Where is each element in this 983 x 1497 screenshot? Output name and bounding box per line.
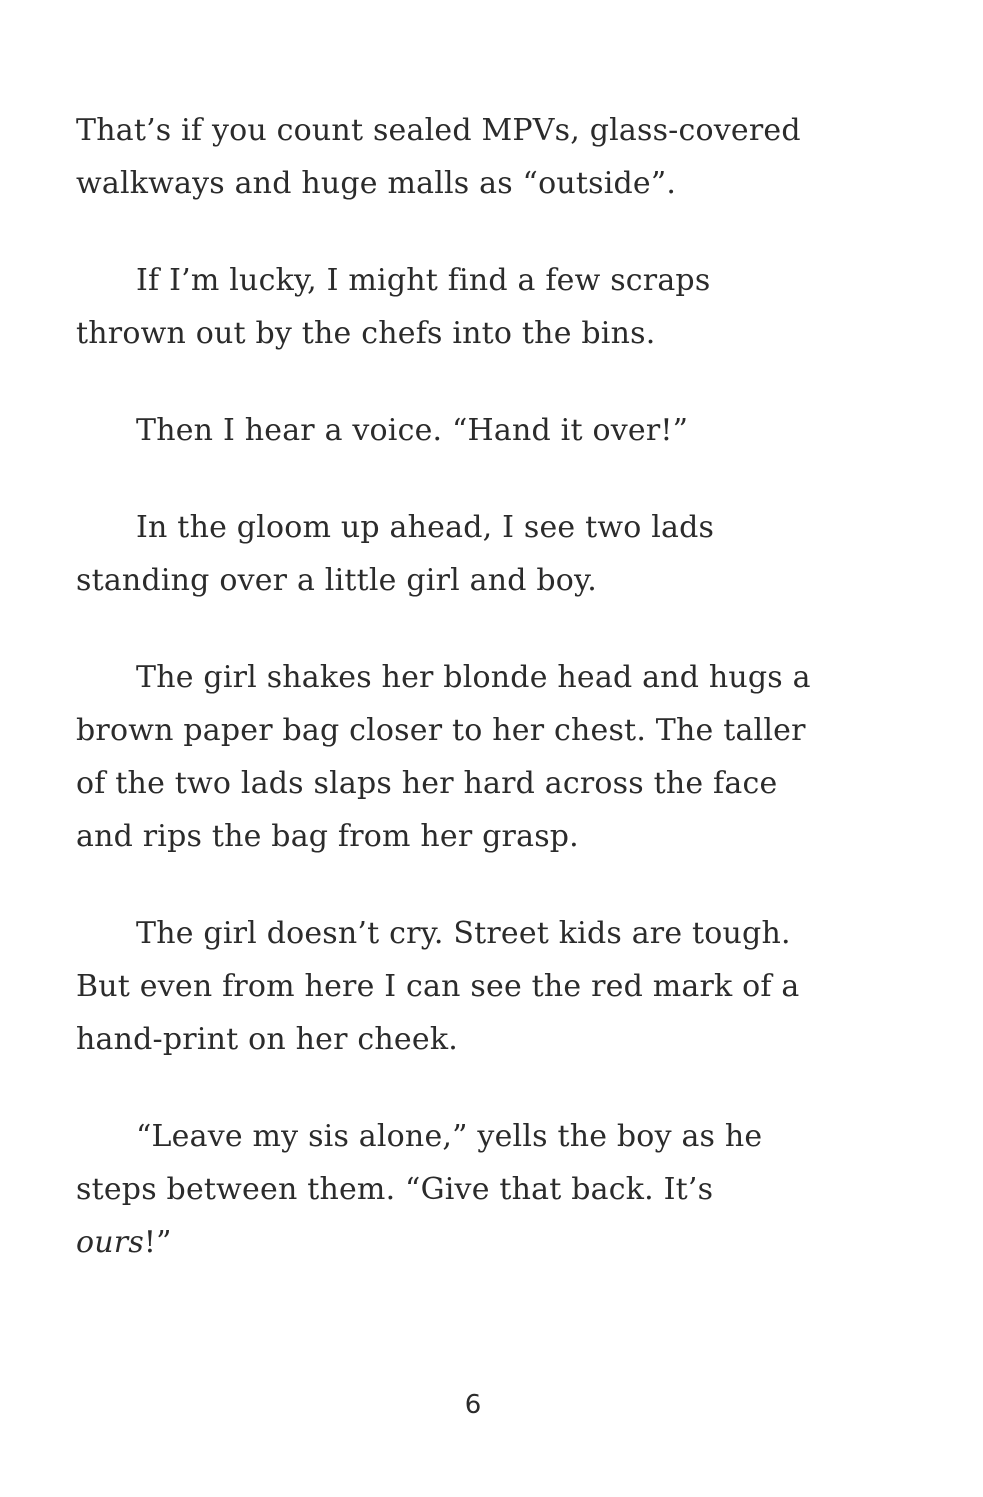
text-line: But even from here I can see the red mark of a [76, 969, 800, 1004]
paragraph [76, 1110, 896, 1269]
text-line: standing over a little girl and boy. [76, 563, 597, 598]
text-line: brown paper bag closer to her chest. The taller [76, 713, 806, 748]
text-line: and rips the bag from her grasp. [76, 819, 579, 854]
text-line: thrown out by the chefs into the bins. [76, 316, 656, 351]
paragraph [76, 254, 896, 360]
page-number: 6 [464, 1390, 482, 1420]
paragraph [76, 404, 896, 457]
text-line: The girl shakes her blonde head and hugs a [136, 660, 811, 695]
text-line: If I’m lucky, I might find a few scraps [136, 263, 711, 298]
paragraph [76, 907, 896, 1066]
text-line: walkways and huge malls as “outside”. [76, 166, 677, 201]
text-line: steps between them. “Give that back. It’s [76, 1172, 714, 1207]
text-line: In the gloom up ahead, I see two lads [136, 510, 715, 545]
italic-word: ours [76, 1225, 144, 1260]
paragraph [76, 104, 896, 210]
text-line: Then I hear a voice. “Hand it over!” [136, 413, 689, 448]
paragraph [76, 501, 896, 607]
text-line: That’s if you count sealed MPVs, glass-covered [76, 113, 801, 148]
page-body [76, 104, 896, 1313]
text-line: The girl doesn’t cry. Street kids are tough. [136, 916, 791, 951]
text-line [76, 1216, 896, 1269]
text-line: hand-print on her cheek. [76, 1022, 458, 1057]
text-line: of the two lads slaps her hard across the face [76, 766, 778, 801]
text-fragment: !” [143, 1225, 172, 1260]
text-line: “Leave my sis alone,” yells the boy as he [136, 1119, 763, 1154]
paragraph [76, 651, 896, 863]
